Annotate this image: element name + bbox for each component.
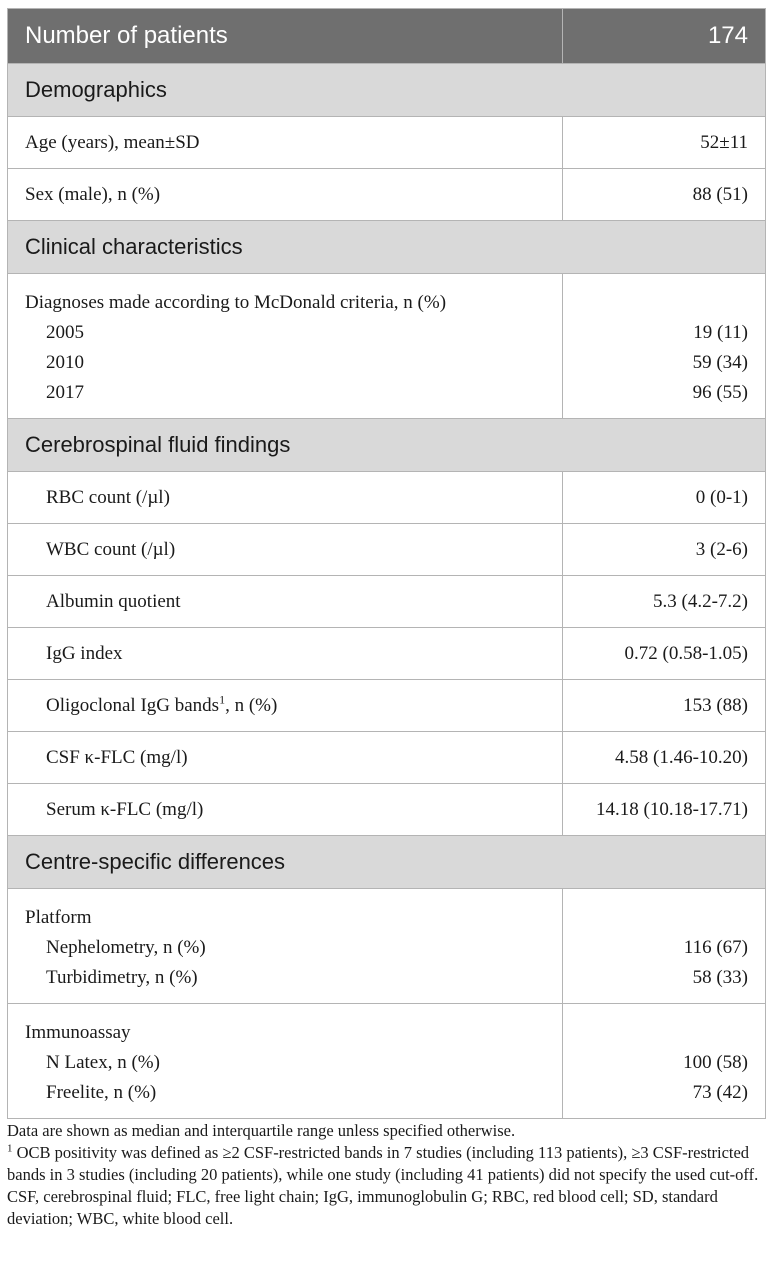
spacer bbox=[563, 903, 748, 933]
table-row bbox=[8, 576, 766, 628]
row-label-group bbox=[8, 889, 563, 1004]
table-footnotes bbox=[7, 1120, 765, 1230]
patient-characteristics-table bbox=[7, 8, 766, 1119]
table-row bbox=[8, 169, 766, 221]
spacer bbox=[563, 288, 748, 318]
footnote-marker: 1 bbox=[7, 1142, 13, 1155]
section-title: Cerebrospinal fluid findings bbox=[8, 419, 766, 472]
row-value-group bbox=[563, 889, 766, 1004]
section-title: Centre-specific differences bbox=[8, 836, 766, 889]
row-label: Albumin quotient bbox=[8, 576, 563, 628]
table-row-immunoassay bbox=[8, 1004, 766, 1119]
group-label: Immunoassay bbox=[25, 1022, 131, 1043]
sub-row-label: 2010 bbox=[46, 352, 84, 373]
table-row bbox=[8, 680, 766, 732]
sub-row-label: Freelite, n (%) bbox=[46, 1082, 157, 1103]
row-label-group bbox=[8, 274, 563, 419]
section-header-clinical bbox=[8, 221, 766, 274]
section-header-csf bbox=[8, 419, 766, 472]
sub-row-value: 73 (42) bbox=[692, 1082, 748, 1103]
section-title: Clinical characteristics bbox=[8, 221, 766, 274]
group-label: Diagnoses made according to McDonald criteria, n (%) bbox=[25, 292, 447, 313]
row-label: CSF κ-FLC (mg/l) bbox=[8, 732, 563, 784]
sub-row-value: 100 (58) bbox=[683, 1052, 748, 1073]
table-header-row bbox=[8, 9, 766, 64]
header-label: Number of patients bbox=[8, 9, 563, 64]
sub-row-label: N Latex, n (%) bbox=[46, 1052, 160, 1073]
row-value-group bbox=[563, 1004, 766, 1119]
table-row bbox=[8, 524, 766, 576]
section-header-centre bbox=[8, 836, 766, 889]
section-title: Demographics bbox=[8, 64, 766, 117]
sub-row-value: 96 (55) bbox=[692, 382, 748, 403]
sub-row-value: 116 (67) bbox=[683, 937, 748, 958]
spacer bbox=[563, 1018, 748, 1048]
abbreviations-note: CSF, cerebrospinal fluid; FLC, free light chain; IgG, immunoglobulin G; RBC, red blood cell; SD, standard deviation; WBC, white blood cell. bbox=[7, 1187, 718, 1228]
row-value-group bbox=[563, 274, 766, 419]
footnote-marker: 1 bbox=[219, 692, 226, 707]
data-note: Data are shown as median and interquartile range unless specified otherwise. bbox=[7, 1121, 516, 1140]
row-label: WBC count (/µl) bbox=[8, 524, 563, 576]
row-label: Age (years), mean±SD bbox=[8, 117, 563, 169]
row-label-group bbox=[8, 1004, 563, 1119]
row-value: 4.58 (1.46-10.20) bbox=[563, 732, 766, 784]
sub-row-value: 59 (34) bbox=[692, 352, 748, 373]
row-value: 0.72 (0.58-1.05) bbox=[563, 628, 766, 680]
sub-row-label: Nephelometry, n (%) bbox=[46, 937, 206, 958]
row-value: 88 (51) bbox=[563, 169, 766, 221]
section-header-demographics bbox=[8, 64, 766, 117]
table-row-mcdonald bbox=[8, 274, 766, 419]
row-value: 52±11 bbox=[563, 117, 766, 169]
row-label: Sex (male), n (%) bbox=[8, 169, 563, 221]
row-label: IgG index bbox=[8, 628, 563, 680]
sub-row-label: 2005 bbox=[46, 322, 84, 343]
row-label-text: Oligoclonal IgG bands bbox=[46, 694, 220, 716]
sub-row-label: 2017 bbox=[46, 382, 84, 403]
table-row bbox=[8, 784, 766, 836]
header-value: 174 bbox=[563, 9, 766, 64]
ocb-footnote-text: OCB positivity was defined as ≥2 CSF-restricted bands in 7 studies (including 113 patients), ≥3 CSF-restricted bands in 3 studies (including 20 patients), while one study (including 41 patients) did not specify the used cut-off. bbox=[7, 1143, 759, 1184]
sub-row-label: Turbidimetry, n (%) bbox=[46, 967, 198, 988]
table-row bbox=[8, 732, 766, 784]
row-value: 14.18 (10.18-17.71) bbox=[563, 784, 766, 836]
sub-row-value: 19 (11) bbox=[693, 322, 748, 343]
row-value: 0 (0-1) bbox=[563, 472, 766, 524]
row-label-suffix: , n (%) bbox=[225, 694, 278, 716]
row-value: 5.3 (4.2-7.2) bbox=[563, 576, 766, 628]
row-value: 153 (88) bbox=[563, 680, 766, 732]
row-label: Serum κ-FLC (mg/l) bbox=[8, 784, 563, 836]
table-row-platform bbox=[8, 889, 766, 1004]
row-label: RBC count (/µl) bbox=[8, 472, 563, 524]
ocb-footnote bbox=[7, 1142, 765, 1186]
table-row bbox=[8, 628, 766, 680]
sub-row-value: 58 (33) bbox=[692, 967, 748, 988]
row-value: 3 (2-6) bbox=[563, 524, 766, 576]
row-label-ocb bbox=[8, 680, 563, 732]
group-label: Platform bbox=[25, 907, 92, 928]
table-row bbox=[8, 472, 766, 524]
table-row bbox=[8, 117, 766, 169]
